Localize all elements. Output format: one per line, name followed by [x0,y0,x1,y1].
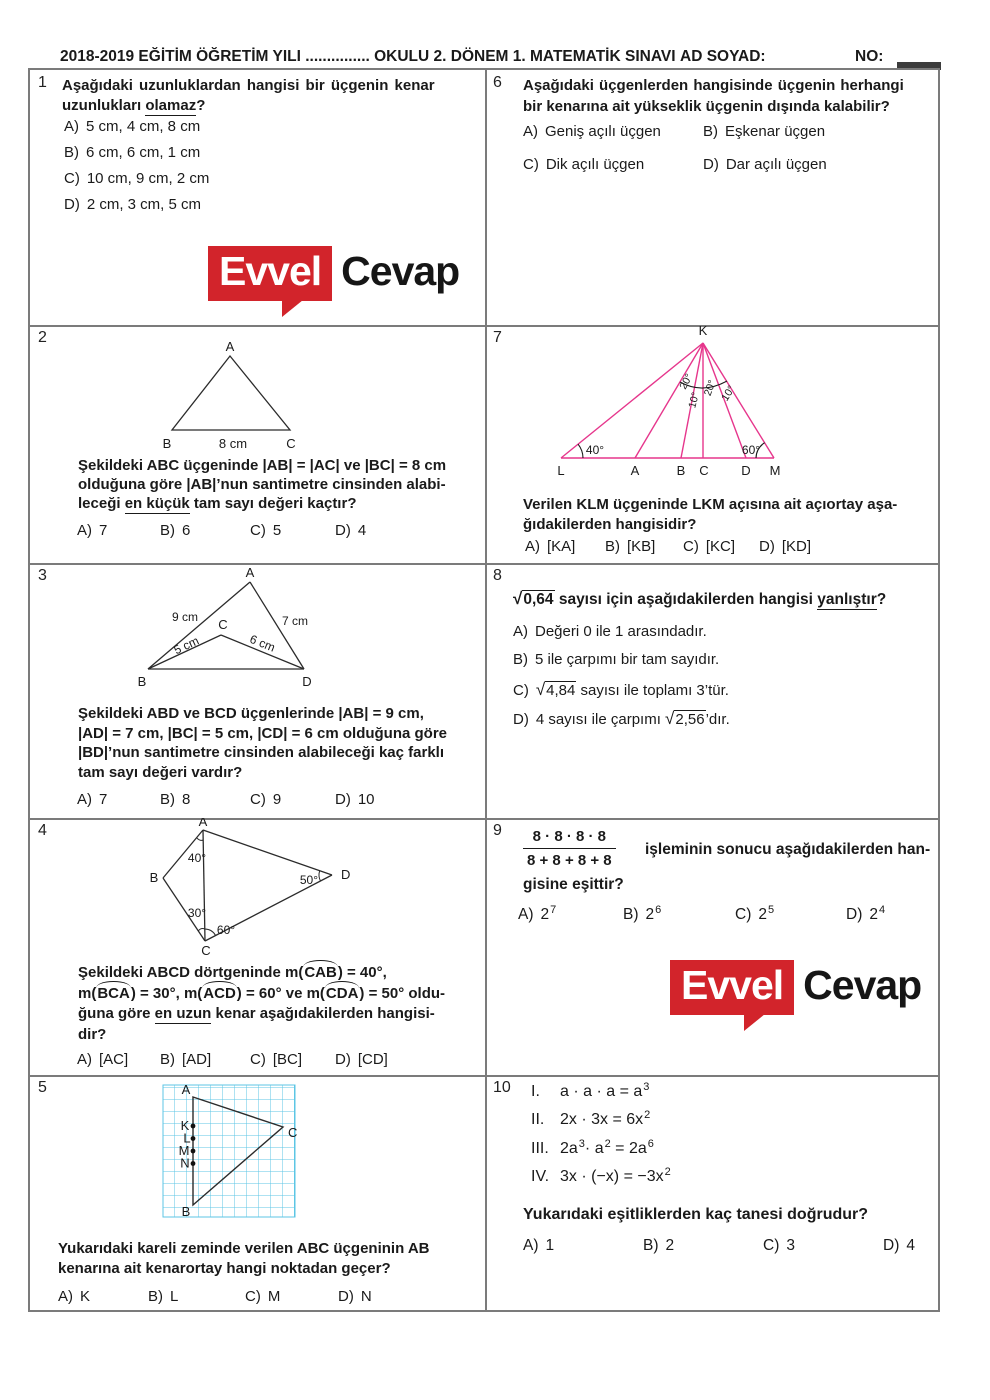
q5-stem-line-2: kenarına ait kenarortay hangi noktadan geçer? [58,1259,391,1277]
q8-stem-a: sayısı için aşağıdakilerden hangisi [554,591,818,608]
q10-item-2-roman: II. [531,1111,545,1128]
q8-stem-b: ? [876,591,887,608]
q1-option-a-label: A) [64,118,79,135]
q2-stem-line-2: olduğuna göre |AB|’nun santimetre cinsinden alabi- [78,476,446,493]
q6-option-c-text: Dik açılı üçgen [545,156,645,173]
header-number-label: NO: [855,48,884,65]
q7-base-c-label: C [699,463,709,478]
q10-item-3-exponent-1: 3 [578,1138,585,1150]
q4-vertex-b-label: B [149,870,159,885]
question-7-number: 7 [493,329,502,346]
q5-option-a-label: A) [58,1288,73,1305]
header-title-text: 2018-2019 EĞİTİM ÖĞRETİM YILI ............... OKULU 2. DÖNEM 1. MATEMATİK SINAVI [60,48,676,65]
q7-option-c [683,538,735,555]
q9-stem-line-2: gisine eşittir? [523,876,624,893]
q7-base-a-label: A [630,463,640,478]
q4-stem-2d: ) = 50° oldu- [359,984,446,1002]
q2-option-a-label: A) [77,522,92,539]
q4-option-c-text: [BC] [272,1051,303,1068]
q2-triangle-diagram [30,325,485,453]
q8-option-d-text: 4 sayısı ile çarpımı [535,711,666,728]
q5-option-d-text: N [360,1288,372,1305]
q2-option-c-text: 5 [272,522,282,539]
q3-side-ab-label: 9 cm [171,610,199,624]
q10-options [485,1237,938,1257]
q2-option-b-text: 6 [182,522,191,539]
q6-option-a [523,123,661,140]
q3-side-bc-label: 5 cm [171,633,202,658]
q8-option-c-radicand: 4,84 [546,682,576,699]
q6-option-c [523,156,644,173]
q9-options [485,906,938,926]
q7-option-b [605,538,655,555]
q6-option-a-label: A) [523,123,538,140]
q1-option-b [64,144,209,170]
q3-side-ad-label: 7 cm [281,614,309,628]
q9-option-a-label: A) [518,906,534,923]
question-4-cell [30,818,485,1075]
q9-option-c-exponent: 5 [767,904,775,916]
question-7-cell [485,325,938,563]
q9-fraction-denominator: 8 + 8 + 8 + 8 [523,848,616,869]
q4-option-c-label: C) [250,1051,266,1068]
q7-angle-60-label: 60° [741,443,761,457]
q9-option-a-base: 2 [540,906,550,923]
q4-angle-30-label: 30° [187,906,207,920]
q10-item-3 [531,1140,654,1158]
q4-option-d [335,1051,388,1068]
q10-option-a-label: A) [523,1237,539,1254]
question-table [28,68,940,1312]
q9-option-d [846,906,885,924]
q2-stem-3b: tam sayı değeri kaçtır? [189,495,357,512]
q7-option-a-label: A) [525,538,540,555]
q10-option-a [523,1237,554,1255]
q7-pink-lines [561,343,774,458]
q7-option-b-text: [KB] [627,538,656,555]
q3-option-d [335,791,375,808]
q10-item-4-body: 3x · (−x) = −3x [560,1168,664,1185]
q7-option-d [759,538,811,555]
q8-option-b-label: B) [513,651,528,668]
q8-radical-sign: √ [513,589,523,608]
q5-option-d [338,1288,372,1305]
q1-stem-2a: uzunlukları [62,97,146,114]
q2-option-d [335,522,366,539]
q5-option-c [245,1288,280,1305]
q5-option-b-label: B) [148,1288,163,1305]
q4-vertex-a-label: A [198,818,208,829]
q9-option-c [735,906,774,924]
q8-option-a-label: A) [513,623,528,640]
q3-option-c-text: 9 [272,791,282,808]
q8-option-d-label: D) [513,711,529,728]
q8-option-d-sqrt [665,711,706,728]
q7-option-c-text: [KC] [705,538,736,555]
q7-angle-k3-label: 20° [701,378,719,398]
q7-option-c-label: C) [683,538,699,555]
q2-vertex-c-label: C [286,436,296,451]
q9-fraction-numerator: 8 · 8 · 8 · 8 [532,828,606,845]
q10-item-2-exponent: 2 [644,1109,651,1121]
q9-option-b [623,906,661,924]
q10-stem: Yukarıdaki eşitliklerden kaç tanesi doğrudur? [523,1206,869,1223]
q3-stem-line-4: tam sayı değeri vardır? [78,763,243,781]
q9-fraction [523,828,616,870]
q9-option-d-base: 2 [869,906,878,923]
q5-option-b-text: L [170,1288,179,1305]
q5-option-c-label: C) [245,1288,261,1305]
q7-options [485,538,938,558]
q3-option-b-text: 8 [182,791,191,808]
q3-stem-line-1: Şekildeki ABD ve BCD üçgenlerinde |AB| = 9 cm, [78,705,424,722]
logo-evvel-text: Evvel [219,248,322,294]
q4-option-d-label: D) [335,1051,351,1068]
q6-option-b [703,123,825,140]
exam-header-title [60,48,676,66]
q4-arc-acd: ACD [203,984,236,1002]
question-1-cell [30,70,485,325]
q5-label-k: K [180,1118,190,1133]
q9-option-b-label: B) [623,906,639,923]
q2-vertex-b-label: B [162,436,172,451]
q9-option-a [518,906,556,924]
q1-options [64,118,209,222]
logo-2-cevap-text: Cevap [803,962,922,1008]
q7-bisector-diagram [485,325,938,485]
q4-option-c [250,1051,302,1068]
q3-triangles-diagram [30,563,485,695]
q5-option-a [58,1288,90,1305]
q2-option-b-label: B) [160,522,175,539]
question-6-number: 6 [493,74,502,91]
question-9-number: 9 [493,822,502,839]
q3-option-b-label: B) [160,791,175,808]
logo-cevap-text: Cevap [341,248,460,294]
q7-base-b-label: B [676,463,686,478]
q6-option-d-text: Dar açılı üçgen [725,156,827,173]
q8-option-c-label: C) [513,682,529,699]
evvelcevap-logo-2 [670,960,921,1015]
q10-item-3-roman: III. [531,1140,549,1157]
q7-angle-k4-label: 10° [719,383,738,404]
q4-stem-1b: ) = 40°, [337,964,387,981]
q7-base-m-label: M [769,463,781,478]
q8-stem-underlined: yanlıştır [817,591,877,608]
q4-angle-60-label: 60° [216,923,236,937]
q9-option-c-base: 2 [758,906,767,923]
question-2-number: 2 [38,329,47,346]
q10-option-a-text: 1 [545,1237,555,1254]
question-4-number: 4 [38,822,47,839]
q10-option-c [763,1237,795,1255]
q2-stem-line-3 [78,494,356,514]
q5-label-l: L [183,1130,191,1146]
q4-arc-bca: BCA [97,984,130,1002]
q9-option-d-label: D) [846,906,863,923]
q1-option-d-text: 2 cm, 3 cm, 5 cm [86,196,202,213]
q9-option-a-exponent: 7 [550,904,557,916]
q5-option-b [148,1288,178,1305]
question-3-cell [30,563,485,818]
q2-option-b [160,522,190,539]
q6-stem-line-1: Aşağıdaki üçgenlerden hangisinde üçgenin herhangi [523,77,904,94]
q1-stem-2b: ? [196,97,206,114]
q2-options [30,522,485,542]
q7-option-b-label: B) [605,538,620,555]
q9-fraction-body [523,828,616,869]
q7-angle-40-label: 40° [585,443,605,457]
q9-option-c-label: C) [735,906,752,923]
q2-stem-line-1: Şekildeki ABC üçgeninde |AB| = |AC| ve |BC| = 8 cm [78,457,447,474]
q1-stem-line-2 [62,96,205,116]
q10-item-4-roman: IV. [531,1168,550,1185]
q2-option-d-label: D) [335,522,351,539]
q5-options [30,1288,485,1308]
q1-option-d-label: D) [64,196,80,213]
q6-stem-line-2: bir kenarına ait yükseklik üçgenin dışında kalabilir? [523,98,890,115]
q10-option-d-text: 4 [906,1237,915,1254]
q3-option-a [77,791,107,808]
q7-base-d-label: D [741,463,751,478]
q2-option-c [250,522,281,539]
q8-option-d-suffix: ’dır. [705,711,730,728]
question-2-cell [30,325,485,563]
q8-option-c-sqrt [536,682,577,699]
q10-option-b-text: 2 [665,1237,675,1254]
q8-option-d-radicand: 2,56 [675,711,705,728]
q3-vertex-b-label: B [137,674,147,689]
q8-stem [513,589,886,610]
q4-stem-2c: ) = 60° ve m( [236,984,325,1002]
question-10-number: 10 [493,1079,511,1096]
q2-vertex-a-label: A [225,339,235,354]
q4-stem-underlined: en uzun [154,1005,212,1022]
q4-arc-cab: CAB [304,964,337,981]
q8-option-c-text: sayısı ile toplamı 3’tür. [576,682,729,699]
q2-option-c-label: C) [250,522,266,539]
q3-option-c-label: C) [250,791,266,808]
q1-option-b-label: B) [64,144,79,161]
question-5-cell [30,1075,485,1310]
q8-sqrt [513,591,555,608]
q4-stem-2a: m( [78,984,97,1002]
q6-option-d-label: D) [703,156,719,173]
q2-triangle-shape [172,356,290,430]
q10-option-b [643,1237,674,1255]
q4-stem-line-4: dir? [78,1025,107,1043]
q7-angle-arcs [578,381,765,458]
evvelcevap-logo [208,246,459,301]
question-10-cell [485,1075,938,1310]
q4-quadrilateral-diagram [30,818,485,960]
q7-option-d-text: [KD] [781,538,812,555]
q5-label-m: M [178,1143,190,1158]
q4-stem-1a: Şekildeki ABCD dörtgeninde m( [78,964,304,981]
q5-stem-line-1: Yukarıdaki kareli zeminde verilen ABC üçgeninin AB [58,1240,430,1257]
q9-option-b-exponent: 6 [655,904,662,916]
q9-option-b-base: 2 [645,906,655,923]
q5-label-c: C [288,1125,298,1140]
q7-option-a-text: [KA] [547,538,576,555]
q2-option-a-text: 7 [99,522,108,539]
q8-option-c [513,680,729,700]
q4-vertex-d-label: D [341,867,351,882]
q7-option-a [525,538,575,555]
logo-speech-bubble [208,246,332,301]
q6-option-c-label: C) [523,156,539,173]
q4-option-b-label: B) [160,1051,175,1068]
q10-option-b-label: B) [643,1237,659,1254]
q10-item-1-exponent: 3 [643,1081,650,1093]
q7-stem-line-1: Verilen KLM üçgeninde LKM açısına ait açıortay aşa- [523,496,898,513]
q10-item-2-body: 2x · 3x = 6x [560,1111,644,1128]
q8-radicand: 0,64 [523,591,554,608]
q9-option-d-exponent: 4 [878,904,886,916]
q10-item-1 [531,1083,649,1101]
question-8-cell [485,563,938,818]
q3-vertex-d-label: D [302,674,312,689]
q8-option-a [513,623,707,640]
q4-vertex-c-label: C [201,943,211,958]
q10-item-3-body-a: 2a [560,1140,578,1157]
q7-base-l-label: L [557,463,565,478]
q10-item-3-exponent-3: 6 [647,1138,654,1150]
question-9-cell [485,818,938,1075]
q6-option-b-label: B) [703,123,718,140]
q4-stem-2b: ) = 30°, m( [130,984,203,1002]
q10-item-3-body-c: = 2a [610,1140,647,1157]
q3-side-cd-label: 6 cm [247,631,278,655]
q1-stem-underlined: olamaz [145,97,197,114]
q3-options [30,791,485,811]
q4-option-b-text: [AD] [182,1051,212,1068]
q7-angle-k1-label: 20° [677,371,696,392]
q10-option-c-text: 3 [786,1237,795,1254]
q4-options [30,1051,485,1071]
q1-option-c-label: C) [64,170,80,187]
question-1-number: 1 [38,74,47,91]
q5-option-d-label: D) [338,1288,354,1305]
q2-stem-underlined: en küçük [124,495,190,512]
q2-option-d-text: 4 [357,522,367,539]
q5-label-n: N [180,1155,190,1171]
q5-grid-diagram [30,1075,485,1230]
q8-option-c-radical-sign: √ [535,680,546,699]
logo-2-evvel-text: Evvel [681,962,784,1008]
q4-option-b [160,1051,211,1068]
question-8-number: 8 [493,567,502,584]
q4-option-a-text: [AC] [99,1051,129,1068]
q3-vertex-a-label: A [245,565,255,580]
question-6-cell [485,70,938,325]
q10-item-4-exponent: 2 [664,1166,671,1178]
q10-item-1-body: a · a · a = a [560,1083,643,1100]
q6-option-d [703,156,827,173]
q3-stem-line-3: |BD|’nun santimetre cinsinden alabileceği kaç farklı [78,744,445,761]
q7-option-d-label: D) [759,538,775,555]
q1-option-d [64,196,209,222]
q5-label-b: B [181,1204,191,1219]
q5-option-a-text: K [80,1288,91,1305]
q8-option-d-radical-sign: √ [665,709,675,728]
q4-angle-40-label: 40° [187,851,207,865]
q8-option-b-text: 5 ile çarpımı bir tam sayıdır. [535,651,720,668]
q1-option-c [64,170,209,196]
q10-option-d-label: D) [883,1237,900,1254]
q10-option-c-label: C) [763,1237,780,1254]
q4-option-a-label: A) [77,1051,92,1068]
q4-option-a [77,1051,128,1068]
q10-item-3-body-b: · a [584,1140,604,1157]
question-3-number: 3 [38,567,47,584]
q10-option-d [883,1237,915,1255]
q4-arc-cda: CDA [325,984,359,1002]
logo-2-speech-bubble [670,960,794,1015]
q1-option-c-text: 10 cm, 9 cm, 2 cm [86,170,210,187]
q3-option-a-text: 7 [99,791,108,808]
q3-option-c [250,791,281,808]
q8-option-a-text: Değeri 0 ile 1 arasındadır. [535,623,707,640]
q5-label-a: A [181,1082,191,1097]
q4-option-d-text: [CD] [357,1051,388,1068]
q2-side-length-label: 8 cm [218,436,248,451]
question-5-number: 5 [38,1079,47,1096]
q10-item-2 [531,1111,650,1129]
q7-stem-line-2: ğıdakilerden hangisidir? [523,515,697,533]
q9-stem-line-1: işleminin sonucu aşağıdakilerden han- [645,841,931,858]
q1-stem-line-1: Aşağıdaki uzunluklardan hangisi bir üçgenin kenar [62,77,435,94]
q2-stem-3a: leceği [78,495,125,512]
q1-option-b-text: 6 cm, 6 cm, 1 cm [86,144,201,161]
q3-stem-line-2: |AD| = 7 cm, |BC| = 5 cm, |CD| = 6 cm olduğuna göre [78,724,448,742]
q8-option-d [513,709,730,729]
q1-option-a-text: 5 cm, 4 cm, 8 cm [86,118,201,135]
q6-option-b-text: Eşkenar üçgen [725,123,826,140]
q5-option-c-text: M [267,1288,281,1305]
q3-option-d-label: D) [335,791,351,808]
q4-stem-3b: kenar aşağıdakilerden hangisi- [211,1005,435,1022]
q3-option-b [160,791,190,808]
q3-option-d-text: 10 [357,791,375,808]
q10-item-3-exponent-2: 2 [604,1138,611,1150]
q4-stem-line-2 [78,984,445,1005]
header-name-label: AD SOYAD: [680,48,766,65]
q6-option-a-text: Geniş açılı üçgen [545,123,661,140]
q3-option-a-label: A) [77,791,92,808]
q10-item-1-roman: I. [531,1083,540,1100]
q7-vertex-k-label: K [698,325,708,338]
q4-stem-3a: ğuna göre [78,1005,155,1022]
q8-option-b [513,651,719,668]
q4-stem-line-3 [78,1004,435,1025]
q2-option-a [77,522,107,539]
q1-option-a [64,118,209,144]
q4-angle-50-label: 50° [299,873,318,887]
q3-vertex-c-label: C [218,617,228,632]
q7-angle-k2-label: 10° [686,390,702,410]
q10-item-4 [531,1168,671,1186]
